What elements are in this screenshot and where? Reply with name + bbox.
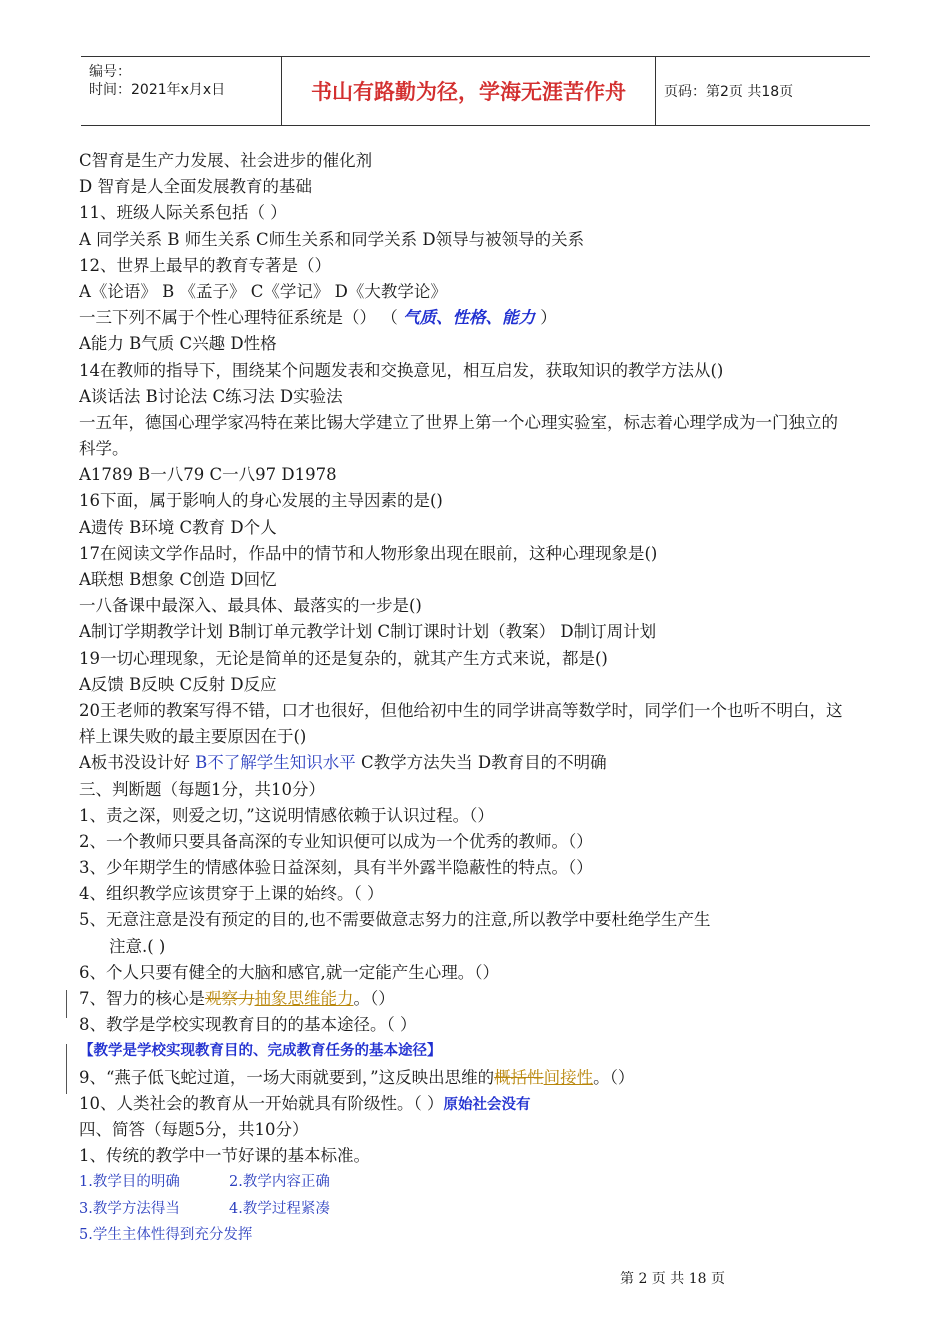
q7-suffix: 。（） (353, 989, 395, 1008)
option-rest: C教学方法失当 D教育目的不明确 (355, 753, 607, 773)
option-b-answer: B不了解学生知识水平 (195, 753, 356, 773)
answer-item: 5.学生主体性得到充分发挥 (79, 1226, 253, 1243)
header-meta (81, 57, 281, 125)
text-line: 科学。 (79, 439, 129, 459)
text-line: A联想 B想象 C创造 D回忆 (79, 570, 277, 589)
judge-item: 3、少年期学生的情感体验日益深刻，具有半外露半隐蔽性的特点。（） (79, 858, 593, 878)
q10-text: 10、人类社会的教育从一开始就具有阶级性。（ ） (79, 1093, 444, 1113)
short-question: 1、传统的教学中一节好课的基本标准。 (79, 1146, 370, 1166)
question-13 (79, 305, 950, 331)
answer-item: 2.教学内容正确 (229, 1174, 330, 1191)
date-label: 时间：2021年x月x日 (89, 82, 226, 98)
text-line: A 同学关系 B 师生关系 C师生关系和同学关系 D领导与被领导的关系 (79, 229, 585, 249)
text-line: A遗传 B环境 C教育 D个人 (79, 517, 277, 537)
q10-note: 原始社会没有 (443, 1096, 531, 1113)
text-line: A制订学期教学计划 B制订单元教学计划 C制订课时计划（教案） D制订周计划 (79, 622, 657, 642)
text-line: C智育是生产力发展、社会进步的催化剂 (79, 151, 373, 170)
answer-note: 气质、性格、能力 (403, 308, 535, 328)
text-line: A1789 B一八79 C一八97 D1978 (79, 465, 337, 485)
answer-item: 3.教学方法得当 (79, 1200, 180, 1217)
text-line: A《论语》 B 《孟子》 C《学记》 D《大教学论》 (79, 281, 447, 301)
judge-item-7 (79, 986, 950, 1012)
page-header (81, 56, 870, 126)
option-a: A板书没设计好 (79, 753, 196, 773)
document-body (79, 148, 950, 1248)
q9-deleted: 概括性 (494, 1067, 544, 1087)
question-20-options (79, 750, 950, 776)
question-close: ） (535, 308, 557, 328)
judge-item: 5、无意注意是没有预定的目的,也不需要做意志努力的注意,所以教学中要杜绝学生产生 (79, 910, 711, 930)
q7-deleted: 观察力 (205, 989, 255, 1008)
judge-item: 注意.( ) (109, 936, 166, 956)
text-line: A反馈 B反映 C反射 D反应 (79, 674, 277, 694)
text-line: A能力 B气质 C兴趣 D性格 (79, 334, 277, 354)
text-line: 一八备课中最深入、最具体、最落实的一步是() (79, 596, 422, 616)
section-title: 三、判断题（每题1分，共10分） (79, 779, 325, 799)
q7-prefix: 7、智力的核心是 (79, 989, 205, 1008)
text-line: 20王老师的教案写得不错，口才也很好，但他给初中生的同学讲高等数学时，同学们一个也听不明白，这 (79, 700, 843, 720)
text-line: 样上课失败的最主要原因在于() (79, 727, 307, 747)
answer-item: 1.教学目的明确 (79, 1174, 180, 1191)
judge-item: 2、一个教师只要具备高深的专业知识便可以成为一个优秀的教师。（） (79, 831, 593, 851)
q7-inserted: 抽象思维能力 (254, 989, 354, 1008)
answer-row (79, 1222, 950, 1248)
text-line: 12、世界上最早的教育专著是（） (79, 255, 331, 275)
judge-item: 8、教学是学校实现教育目的的基本途径。（ ） (79, 1015, 417, 1035)
q9-prefix: 9、“燕子低飞蛇过道，一场大雨就要到，”这反映出思维的 (79, 1067, 495, 1087)
text-line: 14在教师的指导下，围绕某个问题发表和交换意见，相互启发，获取知识的教学方法从() (79, 360, 724, 380)
page-footer: 第 2 页 共 18 页 (620, 1271, 725, 1287)
number-label: 编号： (89, 64, 131, 80)
header-page-info: 页码：第2页 共18页 (664, 84, 794, 100)
judge-item-10 (79, 1091, 950, 1117)
text-line: A谈话法 B讨论法 C练习法 D实验法 (79, 386, 343, 406)
judge-item: 1、责之深，则爱之切，”这说明情感依赖于认识过程。（） (79, 805, 494, 825)
answer-row (79, 1169, 950, 1195)
q9-suffix: 。（） (593, 1067, 635, 1087)
judge-item-9 (79, 1065, 950, 1091)
q9-inserted: 间接性 (543, 1067, 594, 1087)
text-line: 19一切心理现象，无论是简单的还是复杂的，就其产生方式来说，都是() (79, 648, 608, 668)
change-bar (66, 990, 67, 1018)
judge-item: 6、个人只要有健全的大脑和感官,就一定能产生心理。（） (79, 962, 499, 982)
change-bar (66, 1044, 67, 1094)
answer-row (79, 1196, 950, 1222)
text-line: 11、班级人际关系包括（ ） (79, 203, 287, 223)
question-text: 一三下列不属于个性心理特征系统是（） （ (79, 308, 403, 328)
section-title: 四、简答（每题5分，共10分） (79, 1119, 309, 1139)
text-line: D 智育是人全面发展教育的基础 (79, 177, 312, 197)
answer-note: 【教学是学校实现教育目的、完成教育任务的基本途径】 (79, 1043, 442, 1060)
judge-item: 4、组织教学应该贯穿于上课的始终。（ ） (79, 884, 384, 904)
header-motto: 书山有路勤为径，学海无涯苦作舟 (281, 57, 656, 125)
text-line: 一五年，德国心理学家冯特在莱比锡大学建立了世界上第一个心理实验室，标志着心理学成为一门独立的 (79, 412, 838, 432)
text-line: 16下面，属于影响人的身心发展的主导因素的是() (79, 491, 443, 511)
answer-item: 4.教学过程紧凑 (229, 1200, 330, 1217)
text-line: 17在阅读文学作品时，作品中的情节和人物形象出现在眼前，这种心理现象是() (79, 543, 658, 563)
